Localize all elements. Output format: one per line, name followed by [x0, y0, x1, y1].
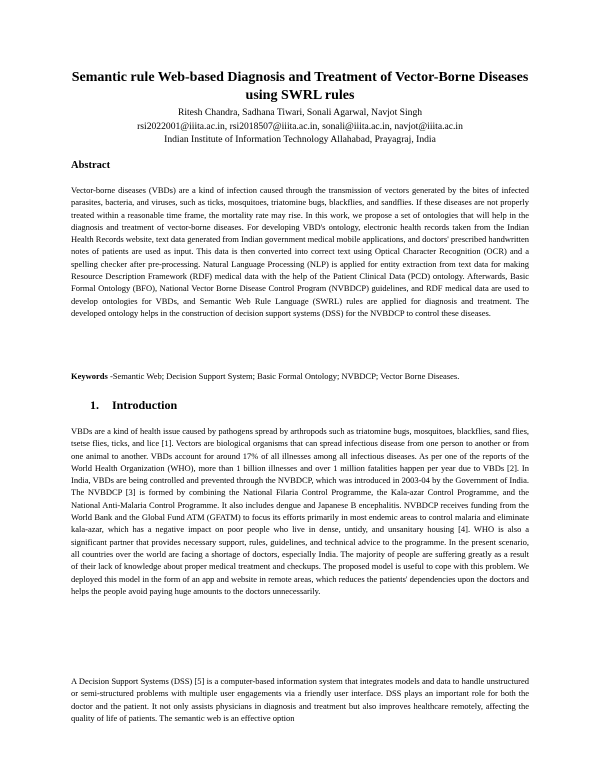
affiliation: Indian Institute of Information Technology Allahabad, Prayagraj, India — [164, 134, 436, 145]
section-title: Introduction — [112, 398, 178, 412]
title-line-2: using SWRL rules — [245, 88, 355, 103]
keywords-label: Keywords — [71, 371, 108, 381]
author-emails: rsi2022001@iiita.ac.in, rsi2018507@iiita.ac.in, sonali@iiita.ac.in, navjot@iiita.ac.in — [137, 121, 463, 132]
keywords-line — [71, 370, 529, 382]
introduction-paragraph-2: A Decision Support Systems (DSS) [5] is a computer-based information system that integrates models and data to handle unstructured or semi-structured problems with multiple user engagements via a friendly user interface. DSS plays an important role for both the doctor and the patient. It not only assists physicians in diagnosis and treatment but also improves healthcare remotely, affecting the quality of life of patients. The semantic web is an effective option — [71, 676, 529, 723]
abstract-text: Vector-borne diseases (VBDs) are a kind of infection caused through the transmission of vectors generated by the bites of infected parasites, bacteria, and viruses, such as ticks, mosquitoes, triatomine bugs, blackflies, and sandflies. If these diseases are not properly treated within a reasonable time frame, the mortality rate may rise. In this work, we propose a set of ontologies that will help in the diagnosis and treatment of vector-borne diseases. For developing VBD's ontology, electronic health records taken from the Indian Health Records website, text data generated from Indian government medical mobile applications, and doctors' prescribed handwritten notes of patients are used as input. This data is then converted into correct text using Optical Character Recognition (OCR) and a spelling checker after pre-processing. Natural Language Processing (NLP) is applied for entity extraction from text data for making Resource Description Framework (RDF) medical data with the help of the Patient Clinical Data (PCD) ontology. Afterwards, Basic Formal Ontology (BFO), National Vector Borne Disease Control Program (NVBDCP) guidelines, and RDF medical data are used to develop ontologies for VBDs, and Semantic Web Rule Language (SWRL) rules are applied for diagnosis and treatment. The developed ontology helps in the construction of decision support systems (DSS) for the NVBDCP to control these diseases. — [71, 185, 529, 318]
abstract-heading: Abstract — [71, 160, 111, 171]
introduction-paragraph-1: VBDs are a kind of health issue caused by pathogens spread by arthropods such as triatomine bugs, mosquitoes, blackflies, sand flies, tsetse flies, ticks, and lice [1]. Vectors are biological organisms that can spread infectious disease from one person to another or from one animal to another. VBDs account for around 17% of all illnesses among all infectious diseases. As per one of the reports of the World Health Organization (WHO), more than 1 billion illnesses and over 1 million fatalities happen per year due to VBDs [2]. In India, VBDs are being controlled and prevented through the NVBDCP, which was introduced in 2003-04 by the Government of India. The NVBDCP [3] is formed by combining the National Filaria Control Programme, the Kala-azar Control Programme, and the National Anti-Malaria Control Programme. It also includes dengue and Japanese B encephalitis. NVBDCP receives funding from the World Bank and the Global Fund ATM (GFATM) to focus its efforts primarily in most endemic areas to control malaria and eliminate kala-azar, which has a negative impact on poor people who live in dense, untidy, and unsanitary housing [4]. WHO is also a significant partner that provides necessary support, rules, guidelines, and technical advice to the programme. In the present scenario, all countries over the world are facing a shortage of doctors, especially India. The majority of people are suffering greatly as a result of their lack of knowledge about proper medical treatment and checkups. The proposed model is useful to cope with this problem. We deployed this model in the form of an app and website in remote areas, which reduces the patients' dependencies upon the doctors and helps the people avoid paying huge amounts to the doctors unnecessarily. — [71, 426, 529, 596]
keywords-text: -Semantic Web; Decision Support System; Basic Formal Ontology; NVBDCP; Vector Borne Diseases. — [107, 371, 460, 381]
section-number: 1. — [90, 398, 99, 412]
section-heading-introduction — [90, 398, 177, 413]
paper-title — [40, 69, 560, 105]
author-list: Ritesh Chandra, Sadhana Tiwari, Sonali Agarwal, Navjot Singh — [177, 107, 423, 118]
title-line-1: Semantic rule Web-based Diagnosis and Treatment of Vector-Borne Diseases — [71, 70, 529, 85]
